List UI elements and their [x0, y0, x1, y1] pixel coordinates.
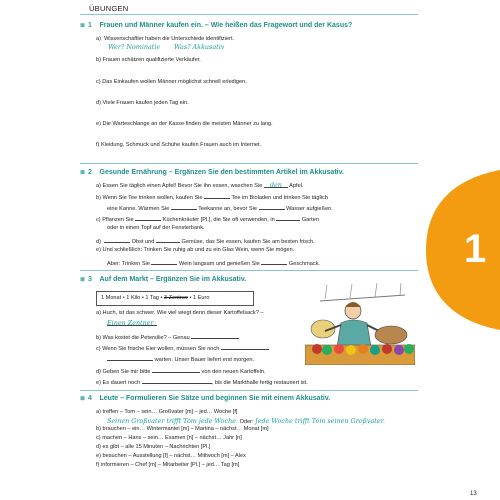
divider	[80, 390, 418, 391]
exercise-number: ≣ 1	[80, 22, 92, 29]
ex3-item-a: a) Huch, ist das schwer. Wie viel wiegt denn dieser Kartoffelsack? –	[96, 310, 264, 316]
ex3-item-e: e) Es dauert noch , bis die Markthalle fertig restauriert ist.	[96, 377, 308, 386]
ex4-item-c: c) machen – Hans – sein… Examen [n] – nächst… Jahr [n]	[96, 435, 242, 441]
ex1-item-e: e) Die Warteschlange an der Kasse finden die meisten Männer zu lang.	[96, 121, 273, 127]
exercise-2-heading	[80, 169, 344, 176]
ex3-handwriting: Einen Zentner	[107, 319, 154, 327]
exercise-title: Auf dem Markt – Ergänzen Sie im Akkusativ.	[99, 276, 247, 283]
ex4-item-a: a) treffen – Tom – sein… Großvater [m] – jed… Woche [f]	[96, 409, 238, 415]
ex1-item-d: d) Viele Frauen kaufen jeden Tag ein.	[96, 100, 189, 106]
ex2-handwriting: den	[269, 181, 282, 189]
ex2-item-b-cont: eine Kanne. Wärmen Sie Teekanne an, bevor Sie Wasser aufgießen.	[107, 203, 333, 212]
ex2-item-a: a) Essen Sie täglich einen Apfel! Bevor Sie ihn essen, waschen Sie den Apfel.	[96, 181, 304, 189]
ex3-item-b: b) Was kostet die Petersilie? – Genau	[96, 332, 239, 341]
market-vendor-illustration	[305, 283, 415, 365]
divider	[80, 270, 418, 271]
ex2-item-e: e) Und schließlich: Trinken Sie ruhig ab und zu ein Glas Wein, wenn Sie mögen.	[96, 247, 295, 253]
ex4-item-e: e) besuchen – Ausstellung [f] – nächst… Mittwoch [m] – Alex	[96, 453, 246, 459]
ex4-item-a-answer: Seinen Großvater trifft Tom jede Woche. Oder: Jede Woche trifft Tom seinen Großvater.	[107, 417, 385, 425]
section-header: ÜBUNGEN	[89, 4, 129, 13]
exercise-title: Gesunde Ernährung – Ergänzen Sie den bestimmten Artikel im Akkusativ.	[99, 169, 344, 176]
list-icon: ≣	[80, 170, 86, 176]
divider	[80, 163, 418, 164]
list-icon: ≣	[80, 277, 86, 283]
exercise-number: ≣ 4	[80, 395, 92, 402]
ex4-handwriting-2: Jede Woche trifft Tom seinen Großvater.	[255, 417, 385, 425]
ex1-handwriting-1: Wer? Nominativ	[108, 43, 161, 51]
chapter-tab	[408, 170, 500, 330]
page-number: 13	[470, 491, 477, 497]
ex3-item-a-answer	[107, 319, 157, 327]
ex4-item-b: b) brauchen – ein… Wintermantel [m] – Martina – nächst… Monat [m]	[96, 426, 269, 432]
chapter-number: 1	[464, 227, 487, 271]
ex2-item-c: c) Pflanzen Sie Küchenkräuter [Pl.], die Sie oft verwenden, in Garten	[96, 214, 319, 223]
ex1-item-f: f) Kleidung, Schmuck und Schuhe kaufen Frauen auch im Internet.	[96, 142, 262, 148]
ex3-item-d: d) Geben Sie mir bitte von den neuen Kartoffeln.	[96, 366, 266, 375]
ex1-handwriting-2: Was? Akkusativ	[174, 43, 225, 51]
exercise-title: Leute – Formulieren Sie Sätze und beginnen Sie mit einem Akkusativ.	[99, 395, 331, 402]
ex2-item-d: d) Obst und Gemüse, das Sie essen, kaufen Sie am besten frisch.	[96, 236, 315, 245]
ex2-item-b: b) Wenn Sie Tee trinken wollen, kaufen Sie Tee im Bioladen und trinken Sie täglich	[96, 192, 328, 201]
ex1-item-c: c) Das Einkaufen wollen Männer möglichst schnell erledigen.	[96, 79, 247, 85]
ex3-item-c-cont: warten. Unser Bauer liefert erst morgen.	[107, 354, 254, 363]
header-rule	[80, 14, 418, 15]
ex1-item-b: b) Frauen schätzen qualifizierte Verkäufer.	[96, 57, 201, 63]
ex2-item-c-cont: oder in einen Topf auf der Fensterbank.	[107, 225, 205, 231]
exercise-4-heading	[80, 395, 330, 402]
exercise-number: ≣ 3	[80, 276, 92, 283]
exercise-1-heading	[80, 22, 352, 29]
word-box: 1 Monat • 1 Kilo • 1 Tag • 3 Zentner • 1 Euro	[96, 291, 254, 306]
ex4-item-f: f) informieren – Chef [m] – Mitarbeiter [Pl.] – jed… Tag [m]	[96, 462, 240, 468]
list-icon: ≣	[80, 23, 86, 29]
ex4-handwriting-1: Seinen Großvater trifft Tom jede Woche.	[107, 417, 239, 425]
ex3-item-c: c) Wenn Sie frische Eier wollen, müssen Sie noch	[96, 343, 269, 352]
exercise-number: ≣ 2	[80, 169, 92, 176]
exercise-title: Frauen und Männer kaufen ein. – Wie heißen das Fragewort und der Kasus?	[99, 22, 353, 29]
ex2-item-e-cont: Aber: Trinken Sie Wein langsam und genießen Sie Geschmack.	[107, 258, 320, 267]
crossed-out-word: 3 Zentner	[164, 295, 188, 301]
list-icon: ≣	[80, 396, 86, 402]
exercise-3-heading	[80, 276, 246, 283]
ex4-item-d: d) es gibt – alle 15 Minuten – Nachrichten [Pl.]	[96, 444, 211, 450]
ex1-item-a: a) Wissenschaftler haben die Unterschiede identifiziert.	[96, 36, 235, 42]
